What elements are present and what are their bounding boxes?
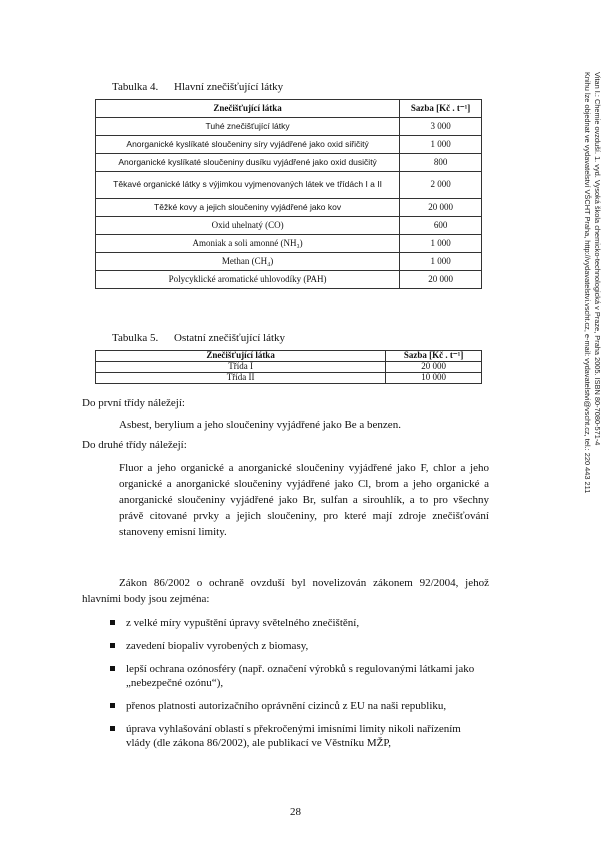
table-cell-rate: 1 000 (400, 136, 482, 154)
table-cell-substance: Těžké kovy a jejich sloučeniny vyjádřené jako kov (96, 199, 400, 217)
bullet-list (110, 616, 488, 759)
list-item-text: zavedení biopaliv vyrobených z biomasy, (126, 640, 309, 652)
table-row (96, 172, 482, 199)
table-cell-substance: Oxid uhelnatý (CO) (96, 217, 400, 235)
table-row (96, 217, 482, 235)
list-item-text: přenos platnosti autorizačního oprávnění cizinců z EU na naši republiku, (126, 700, 447, 712)
bullet-icon (110, 620, 115, 625)
list-item (110, 639, 488, 653)
table-cell-rate: 10 000 (386, 373, 482, 384)
table-cell-substance: Těkavé organické látky s výjimkou vyjmenovaných látek ve třídách I a II (96, 172, 400, 199)
table5-title: Ostatní znečišťující látky (174, 332, 286, 344)
table-cell-substance: Třída I (96, 362, 386, 373)
table-cell-rate: 800 (400, 154, 482, 172)
list-item (110, 722, 488, 750)
table-row (96, 362, 482, 373)
table5 (95, 350, 482, 384)
class1-text: Asbest, berylium a jeho sloučeniny vyjádřené jako Be a benzen. (119, 419, 401, 431)
bullet-icon (110, 703, 115, 708)
table-cell-substance: Polycyklické aromatické uhlovodíky (PAH) (96, 271, 400, 289)
list-item (110, 616, 488, 630)
page-number: 28 (290, 806, 301, 818)
table-row (96, 118, 482, 136)
table4-header-rate: Sazba [Kč . t⁻¹] (400, 100, 482, 118)
table4-title: Hlavní znečišťující látky (174, 81, 284, 93)
side-note (566, 72, 602, 632)
bullet-icon (110, 643, 115, 648)
table4 (95, 99, 482, 289)
table-cell-substance: Methan (CH₄) (96, 253, 400, 271)
table-cell-rate: 2 000 (400, 172, 482, 199)
table-row (96, 199, 482, 217)
bullet-icon (110, 666, 115, 671)
law-paragraph: Zákon 86/2002 o ochraně ovzduší byl novelizován zákonem 92/2004, jehož hlavními body jsou zejména: (82, 577, 489, 605)
table-cell-rate: 20 000 (400, 271, 482, 289)
table5-header-substance: Znečišťující látka (96, 351, 386, 362)
table4-label: Tabulka 4. (112, 81, 159, 93)
table-row (96, 373, 482, 384)
table5-header-row (96, 351, 482, 362)
table-cell-rate: 1 000 (400, 253, 482, 271)
table-row (96, 253, 482, 271)
table-cell-rate: 1 000 (400, 235, 482, 253)
table-cell-rate: 20 000 (386, 362, 482, 373)
bullet-icon (110, 726, 115, 731)
class2-heading: Do druhé třídy náležejí: (82, 439, 187, 451)
side-note-line1: Vitan I.: Chemie ovzduší. 1. vyd. Vysoká škola chemicko-technologická v Praze, Praha 2005. ISBN 80-7080-571-4 (593, 72, 602, 446)
table-row (96, 271, 482, 289)
class2-text: Fluor a jeho organické a anorganické sloučeniny vyjádřené jako F, chlor a jeho organické a anorganické sloučeniny vyjádřené jako Cl, brom a jeho organické a anorganické sloučeniny vyjádřené jako Br, sulfan a sirouhlík, a to pro všechny právě citované prvky a jejich sloučeniny, pro které mají zdroje znečišťování stanoveny emisní limity. (119, 462, 489, 538)
side-note-line2: Knihu lze objednat ve vydavatelství VŠCHT Praha, http://vydavatelstvi.vscht.cz, e-mail: vydavatelstvi@vscht.cz, tel.: 220 443 211 (583, 72, 592, 494)
table-cell-substance: Třída II (96, 373, 386, 384)
list-item-text: úprava vyhlašování oblastí s překročenými imisními limity nikoli nařízením vlády (dle zákona 86/2002), ale publikací ve Věstníku MŽP, (126, 723, 461, 749)
table-row (96, 154, 482, 172)
table5-header-rate: Sazba [Kč . t⁻¹] (386, 351, 482, 362)
table-row (96, 136, 482, 154)
table-cell-substance: Anorganické kyslíkaté sloučeniny dusíku vyjádřené jako oxid dusičitý (96, 154, 400, 172)
table5-caption (112, 332, 285, 344)
table-cell-rate: 3 000 (400, 118, 482, 136)
table4-header-row (96, 100, 482, 118)
class1-heading: Do první třídy náležejí: (82, 397, 185, 409)
list-item-text: lepší ochrana ozónosféry (např. označení výrobků s regulovanými látkami jako „nebezpečné ozónu“), (126, 663, 475, 689)
table4-header-substance: Znečišťující látka (96, 100, 400, 118)
table-cell-substance: Amoniak a soli amonné (NH₃) (96, 235, 400, 253)
table4-caption (112, 81, 283, 93)
list-item-text: z velké míry vypuštění úpravy světelného znečištění, (126, 617, 360, 629)
table5-label: Tabulka 5. (112, 332, 159, 344)
list-item (110, 699, 488, 713)
table-cell-substance: Tuhé znečišťující látky (96, 118, 400, 136)
table-cell-rate: 20 000 (400, 199, 482, 217)
table-cell-rate: 600 (400, 217, 482, 235)
table-cell-substance: Anorganické kyslíkaté sloučeniny síry vyjádřené jako oxid siřičitý (96, 136, 400, 154)
table-row (96, 235, 482, 253)
list-item (110, 662, 488, 690)
